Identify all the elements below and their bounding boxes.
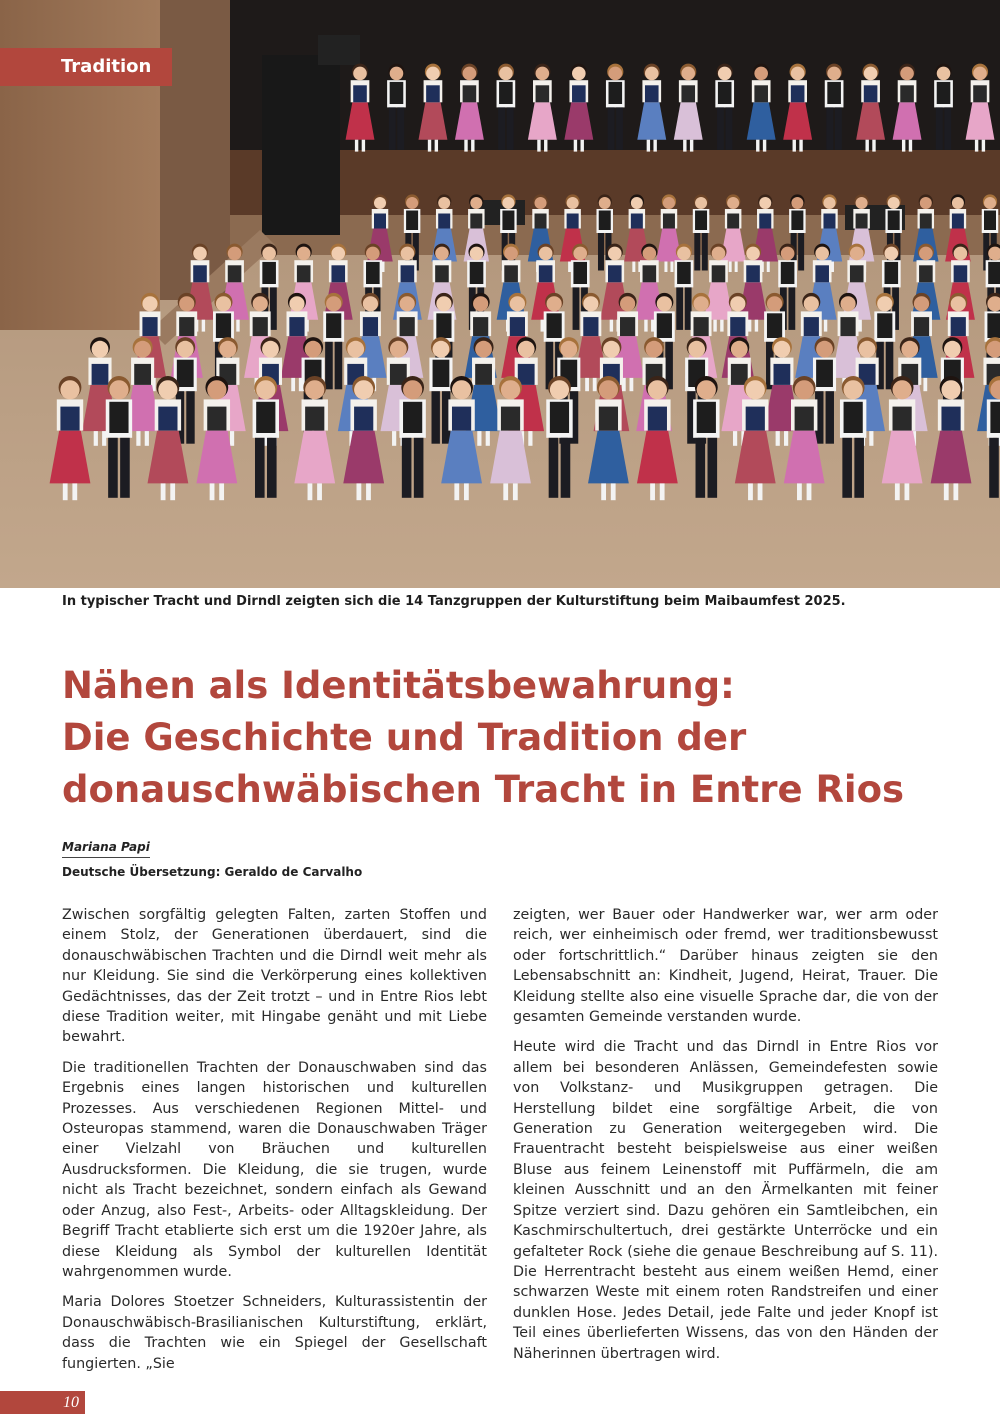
article-headline [62,660,962,816]
body-paragraph: Zwischen sorgfältig gelegten Falten, zarten Stoffen und einem Stolz, der Generationen überdauert, sind die donauschwäbischen Trachten und die Dirndl weit mehr als nur Kleidung. Sie sind die Verkörperung eines kollektiven Gedächtnisses, das der Zeit trotzt – und in Entre Rios lebt diese Tradition weiter, mit Hingabe genäht und mit Liebe bewahrt. [62,907,487,1046]
group-photo [0,0,1000,588]
photo-caption: In typischer Tracht und Dirndl zeigten sich die 14 Tanzgruppen der Kulturstiftung beim Maibaumfest 2025. [62,594,846,609]
body-column-right [513,905,938,1374]
group-photo-illustration [0,0,1000,588]
author-byline: Mariana Papi [62,840,150,858]
body-paragraph: zeigten, wer Bauer oder Handwerker war, wer arm oder reich, wer einheimisch oder fremd, wer traditionsbewusst oder fortschrittlich.“ Darüber hinaus zeigten sie den Lebensabschnitt an: Kindheit, Jugend, Heirat, Trauer. Die Kleidung stellte also eine visuelle Sprache dar, die von der gesamten Gemeinde verstanden wurde. [513,907,938,1026]
translator-credit: Deutsche Übersetzung: Geraldo de Carvalho [62,865,363,879]
headline-line: Nähen als Identitätsbewahrung: [62,664,735,707]
section-tag: Tradition [0,48,172,86]
body-paragraph: Heute wird die Tracht und das Dirndl in Entre Rios vor allem bei besonderen Anlässen, Gemeindefesten sowie von Volkstanz- und Musikgruppen getragen. Die Herstellung bildet eine sorgfältige Arbeit, die von Generation zu Generation weitergegeben wird. Die Frauentracht besteht beispielsweise aus einer weißen Bluse aus feinem Leinenstoff mit Puffärmeln, die am kleinen Ausschnitt und an den Ärmelkanten mit feiner Spitze verziert sind. Dazu gehören ein Samtleibchen, ein Kaschmirschultertuch, drei gestärkte Unterröcke und ein gefalteter Rock (siehe die genaue Beschreibung auf S. 11). Die Herrentracht besteht aus einem weißen Hemd, einer schwarzen Weste mit einem roten Randstreifen und einer dunklen Hose. Jedes Detail, jede Falte und jeder Knopf ist Teil eines überlieferten Wissens, das von den Händen der Näherinnen übertragen wird. [513,1039,938,1362]
body-column-left [62,905,487,1384]
headline-line: Die Geschichte und Tradition der [62,716,747,759]
headline-line: donauschwäbischen Tracht in Entre Rios [62,768,905,811]
body-paragraph: Maria Dolores Stoetzer Schneiders, Kulturassistentin der Donauschwäbisch-Brasilianischen Kulturstiftung, erklärt, dass die Trachten wie ein Spiegel der Gesellschaft fungierten. „Sie [62,1294,487,1372]
body-paragraph: Die traditionellen Trachten der Donauschwaben sind das Ergebnis eines langen historischen und kulturellen Prozesses. Aus verschiedenen Regionen Mittel- und Osteuropas stammend, waren die Donauschwaben Träger einer Vielzahl von Bräuchen und kulturellen Ausdrucksformen. Die Kleidung, die sie trugen, wurde nicht als Tracht bezeichnet, sondern einfach als Gewand oder Anzug, also Fest-, Arbeits- oder Alltagskleidung. Der Begriff Tracht etablierte sich erst um die 1920er Jahre, als diese Kleidung als Symbol der kulturellen Identität wahrgenommen wurde. [62,1059,487,1280]
page-number: 10 [0,1391,85,1414]
